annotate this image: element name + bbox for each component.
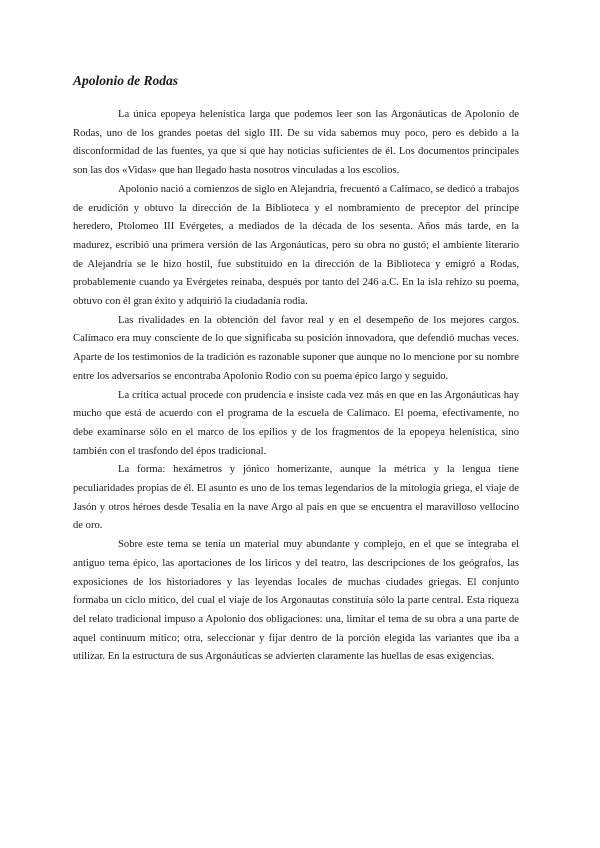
paragraph-3: Las rivalidades en la obtención del favor real y en el desempeño de los mejores cargos. Calímaco era muy consciente de lo que significaba su posición innovadora, que defendió muchas veces. Aparte de los testimonios de la tradición es razonable suponer que aunque no lo mencione por su nombre entre los adversarios se encontraba Apolonio Rodio con su poema épico largo y seguido. xyxy=(73,314,519,382)
paragraph-2: Apolonio nació a comienzos de siglo en Alejandría, frecuentó a Calímaco, se dedicó a trabajos de erudición y obtuvo la dirección de la Biblioteca y el nombramiento de preceptor del príncipe heredero, Ptolomeo III Evérgetes, a mediados de la década de los sesenta. Años más tarde, en la madurez, escribió una primera versión de las Argonáuticas, pero su obra no gustó; el ambiente literario de Alejandría se le hizo hostil, fue substituido en la dirección de la Biblioteca y emigró a Rodas, probablemente cuando ya Evérgetes reinaba, después por tanto del 246 a.C. En la isla rehízo su poema, obtuvo con él gran éxito y adquirió la ciudadanía rodia. xyxy=(73,183,519,308)
document-title: Apolonio de Rodas xyxy=(73,73,179,88)
paragraph-1: La única epopeya helenística larga que podemos leer son las Argonáuticas de Apolonio de Rodas, uno de los grandes poetas del siglo III. De su vida sabemos muy poco, pero es debido a la disconformidad de las fuentes, ya que sí que hay noticias suficientes de él. Los documentos principales son las dos «Vidas» que han llegado hasta nosotros vinculadas a los escolios. xyxy=(73,109,519,177)
paragraph-4: La crítica actual procede con prudencia e insiste cada vez más en que en las Argonáuticas hay mucho que está de acuerdo con el programa de la escuela de Calímaco. El poema, efectivamente, no debe examinarse sólo en el marco de los epilios y de los fragmentos de la epopeya helenística, sino también con el trasfondo del épos tradicional. xyxy=(73,389,519,457)
paragraph-5: La forma: hexámetros y jónico homerizante, aunque la métrica y la lengua tiene peculiaridades propias de él. El asunto es uno de los temas legendarios de la mitología griega, el viaje de Jasón y otros héroes desde Tesalia en la nave Argo al país en que se encuentra el maravilloso vellocino de oro. xyxy=(73,464,519,532)
paragraph-6: Sobre este tema se tenía un material muy abundante y complejo, en el que se integraba el antiguo tema épico, las aportaciones de los líricos y del teatro, las descripciones de los geógrafos, las exposiciones de los historiadores y las leyendas locales de muchas ciudades griegas. El conjunto formaba un ciclo mítico, del cual el viaje de los Argonautas constituía sólo la parte central. Esta riqueza del relato tradicional impuso a Apolonio dos obligaciones: una, limitar el tema de su obra a una parte de aquel continuum mítico; otra, seleccionar y fijar dentro de la porción elegida las variantes que iba a utilizar. En la estructura de sus Argonáuticas se advierten claramente las huellas de esas exigencias. xyxy=(73,539,519,663)
document-page xyxy=(73,72,519,667)
